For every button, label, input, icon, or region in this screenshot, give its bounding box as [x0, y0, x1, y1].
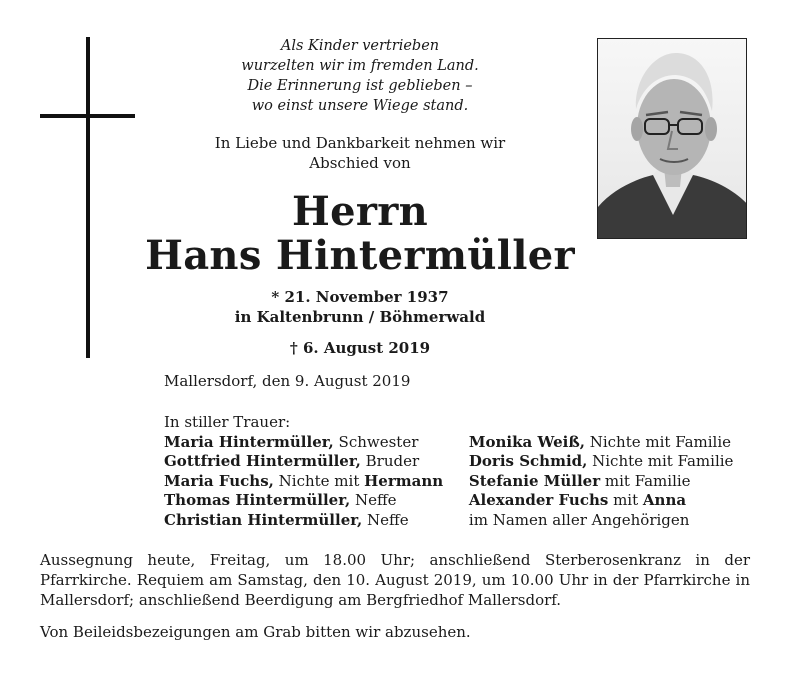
mourner-relation: Bruder [360, 452, 420, 470]
list-item [469, 511, 764, 531]
deceased-name: Hans Hintermüller [145, 232, 575, 279]
intro-line: Abschied von [309, 154, 411, 172]
list-item [469, 452, 764, 472]
place-and-date: Mallersdorf, den 9. August 2019 [164, 372, 411, 390]
mourner-relation: Nichte mit Familie [584, 432, 732, 451]
poem-line: wurzelten wir im fremden Land. [241, 58, 479, 74]
birth-date: * 21. November 1937 [271, 288, 449, 306]
mourner-name: Thomas Hintermüller, [164, 491, 351, 509]
list-item [164, 433, 469, 453]
mourner-name: Doris Schmid, [468, 452, 588, 470]
mourner-name: Maria Fuchs, [164, 471, 274, 490]
cross-icon-horizontal [40, 114, 135, 118]
portrait-photo [597, 38, 747, 239]
farewell-intro [155, 133, 565, 173]
deceased-name-block [120, 190, 600, 278]
mourner-name: Maria Hintermüller, [164, 432, 334, 451]
poem-line: wo einst unsere Wiege stand. [251, 98, 469, 114]
death-date: † 6. August 2019 [289, 339, 431, 357]
mourner-relation: Schwester [333, 432, 419, 451]
mourner-companion: Anna [642, 491, 687, 509]
condolence-request: Von Beileidsbezeigungen am Grab bitten wir abzusehen. [40, 623, 471, 641]
mourner-name: Gottfried Hintermüller, [164, 452, 361, 470]
list-item [469, 433, 764, 453]
list-item [164, 511, 469, 531]
birth-place: in Kaltenbrunn / Böhmerwald [234, 308, 486, 326]
list-item [469, 472, 764, 492]
mourner-name: Monika Weiß, [468, 432, 585, 451]
intro-line: In Liebe und Dankbarkeit nehmen wir [214, 134, 506, 152]
mourners-left-column [164, 433, 469, 531]
mourner-name: Stefanie Müller [468, 471, 601, 490]
mourner-relation: mit [608, 491, 643, 509]
mourner-relation: Nichte mit Familie [587, 452, 734, 470]
poem-line: Die Erinnerung ist geblieben – [247, 78, 473, 94]
mourner-relation: im Namen aller Angehörigen [468, 510, 690, 529]
life-dates [155, 287, 565, 358]
mourner-relation: Neffe [362, 510, 409, 529]
mourners-list [164, 413, 764, 530]
mourners-right-column [469, 433, 764, 531]
mourner-name: Christian Hintermüller, [164, 510, 363, 529]
mourner-name: Alexander Fuchs [468, 491, 609, 509]
mourner-relation: mit Familie [600, 471, 691, 490]
mourner-relation: Nichte mit [273, 471, 365, 490]
list-item [164, 472, 469, 492]
funeral-announcement: Aussegnung heute, Freitag, um 18.00 Uhr; anschließend Sterberosenkranz in der Pfarrkirche. Requiem am Samstag, den 10. August 2019, um 10.00 Uhr in der Pfarrkirche in Mallersdorf; anschließend Beerdigung am Bergfriedhof Mallersdorf. [40, 551, 750, 609]
salutation: Herrn [292, 188, 428, 235]
cross-icon-vertical [86, 37, 90, 358]
list-item [164, 452, 469, 472]
list-item [469, 491, 764, 511]
mourner-companion: Hermann [364, 471, 444, 490]
poem-line: Als Kinder vertrieben [280, 38, 440, 54]
mourner-relation: Neffe [350, 491, 397, 509]
list-item [164, 491, 469, 511]
mourning-heading: In stiller Trauer: [164, 413, 291, 431]
memorial-poem [155, 36, 565, 116]
